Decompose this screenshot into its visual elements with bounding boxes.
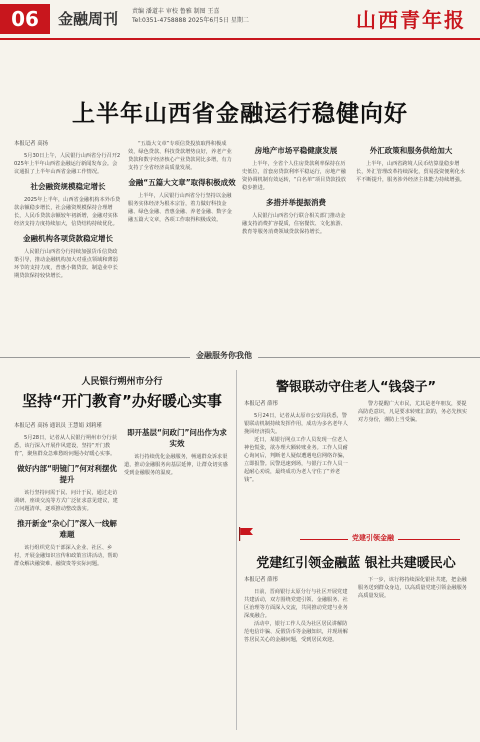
header-meta [132, 7, 249, 25]
article2-byline: 本报记者 高扬 通讯员 王慧娟 刘莉瑾 [14, 423, 102, 429]
section-name: 金融周刊 [58, 10, 119, 28]
article2-p3: 该行持续优化金融服务，畅通群众诉求渠道，推动金融服务向基层延伸，让群众切实感受到金融服务的温度。 [124, 454, 228, 476]
article3-byline: 本报记者 薛彤 [244, 401, 279, 407]
page-header [0, 0, 480, 40]
article4-p2: 活动中，银行工作人员为社区居民讲解防范电信诈骗、反假货币等金融知识，并现场解答居民关心的金融问题，受到居民欢迎。 [244, 621, 348, 643]
article1-subhead3: 金融“五篇大文章”取得积极成效 [128, 178, 236, 187]
article4-p1: 日前，晋商银行太原分行与社区开展党建共建活动，双方围绕党建引领、金融服务、社区治理等方面深入交流，共同推动党建与业务深度融合。 [244, 589, 348, 619]
article1-col4 [356, 140, 466, 345]
article2-subhead1: 做好内部“明镜门”何对利摆优提升 [17, 464, 117, 484]
article2-kicker: 人民银行朔州市分行 [81, 377, 163, 387]
section-band [0, 350, 480, 364]
article1-subhead1: 社会融资规模稳定增长 [30, 182, 106, 191]
article1-p1: 2025年上半年，山西省金融机构本外币贷款余额稳步增长，社会融资规模保持合理增长，人民币贷款余额较年初新增，金融对实体经济支持力度持续加大，信贷结构持续优化。 [14, 197, 121, 227]
masthead-logo: 山西青年报 [356, 8, 466, 32]
article1-col3 [242, 140, 350, 345]
article4-heading [244, 552, 468, 571]
article1-byline: 本报记者 高扬 [14, 141, 49, 147]
article4-title: 党建红引领金融蓝 银社共建暖民心 [256, 556, 456, 571]
article3-p3: 警方提醒广大市民，尤其是老年朋友，要提高防范意识，凡是要求转账汇款的，务必先核实对方身份，谨防上当受骗。 [358, 401, 467, 423]
article1-p7: 上半年，山西省跨境人民币结算量稳步增长，外汇管理改革持续深化，贸易投资便利化水平不断提升，服务涉外经济主体能力持续增强。 [356, 161, 465, 183]
article1-p3: “五篇大文章”专项信贷投放取得积极成效，绿色贷款、科技贷款增势良好，养老产业贷款和数字经济核心产业贷款同比多增，有力支持了全省经济高质量发展。 [128, 141, 232, 171]
article1-p2: 人民银行山西省分行持续加强货币信贷政策引导，推动金融机构加大对重点领域和薄弱环节的支持力度，普惠小微贷款、制造业中长期贷款保持较快增长。 [14, 249, 118, 279]
article1-lead: 5月30日上午，人民银行山西省分行召开2025年上半年山西省金融运行新闻发布会。会议通报了上半年山西省金融工作情况。 [14, 153, 121, 175]
article3-title: 警银联动守住老人“钱袋子” [275, 380, 437, 395]
article2-subhead2: 推开新金“杂心门”深入一线解难题 [17, 519, 117, 539]
band-label: 金融服务你我他 [190, 350, 258, 361]
article1-subhead6: 外汇政策和服务供给加大 [369, 146, 453, 155]
article3-col1 [244, 400, 352, 522]
article1-col1 [14, 140, 122, 345]
article1-p4: 上半年，人民银行山西省分行坚持以金融服务实体经济为根本宗旨，着力做好科技金融、绿色金融、普惠金融、养老金融、数字金融五篇大文章，各项工作取得积极成效。 [128, 193, 232, 223]
article4-byline: 本报记者 薛彤 [244, 577, 279, 583]
phone-line: Tel:0351-4758888 2025年6月5日 星期二 [132, 17, 249, 24]
article3-heading [244, 376, 468, 395]
article1-subhead5: 多措并举提振消费 [266, 198, 326, 207]
article2-heading [14, 374, 230, 411]
article4-p3: 下一步，该行将持续深化银社共建，把金融服务送到群众身边，以高质量党建引领金融服务高质量发展。 [358, 577, 467, 599]
article2-title: 坚持“开门教育”办好暖心实事 [22, 392, 222, 410]
article4-col1 [244, 576, 352, 732]
article2-col1 [14, 422, 120, 732]
article3-p1: 5月24日，记者从太原市公安局获悉，警银联动机制持续发挥作用，成功为多名老年人挽回经济损失。 [244, 413, 348, 435]
party-tag [300, 533, 460, 545]
tag-label: 党建引领金融 [348, 533, 398, 543]
article1-subhead4: 房地产市场平稳健康发展 [254, 146, 338, 155]
article2-subhead3: 即开基层“问政门”问出作为求实效 [127, 428, 227, 448]
article1-p5: 上半年，全省个人住房贷款利率保持在历史低位，首套房贷款利率平稳运行，房地产融资协调机制有效运转，“白名单”项目贷款投放稳步推进。 [242, 161, 346, 191]
page-number: 06 [0, 4, 50, 34]
article1-col2 [128, 140, 236, 345]
article2-col2 [124, 422, 230, 732]
editor-line: 责编 潘道丰 审校 鲁雅 制图 王喜 [132, 8, 220, 15]
column-divider [236, 370, 237, 730]
article2-lead: 5月28日，记者从人民银行朔州市分行获悉，该行深入开展作风建设，坚持“开门教育”，聚焦群众急难愁盼问题办好暖心实事。 [14, 435, 117, 457]
article2-p1: 该行坚持问需于民、问计于民，通过走访调研、座谈交流等方式广泛征求意见建议，建立问题清单，逐项推动整改落实。 [14, 490, 118, 512]
article1-subhead2: 金融机构各项贷款稳定增长 [23, 234, 113, 243]
article4-col2 [358, 576, 468, 732]
party-flag-icon [238, 527, 254, 541]
article3-col2 [358, 400, 468, 522]
main-headline: 上半年山西省金融运行稳健向好 [72, 101, 408, 127]
article1-p6: 人民银行山西省分行联合相关部门推动金融支持消费扩容提质，住宿餐饮、文化旅游、教育等服务消费领域贷款保持增长。 [242, 213, 346, 235]
article2-p2: 该行组织党员干部深入企业、社区、乡村，开展金融知识宣传和政策宣讲活动，帮助群众解决融资难、融资贵等实际问题。 [14, 545, 118, 567]
article3-p2: 近日，某银行网点工作人员发现一位老人神色慌张，欲办理大额转账业务。工作人员耐心询问后，判断老人疑似遭遇电信网络诈骗，立即报警。民警迅速到场，与银行工作人员一起耐心劝说，最终成功为老人守住了“养老钱”。 [244, 437, 348, 483]
